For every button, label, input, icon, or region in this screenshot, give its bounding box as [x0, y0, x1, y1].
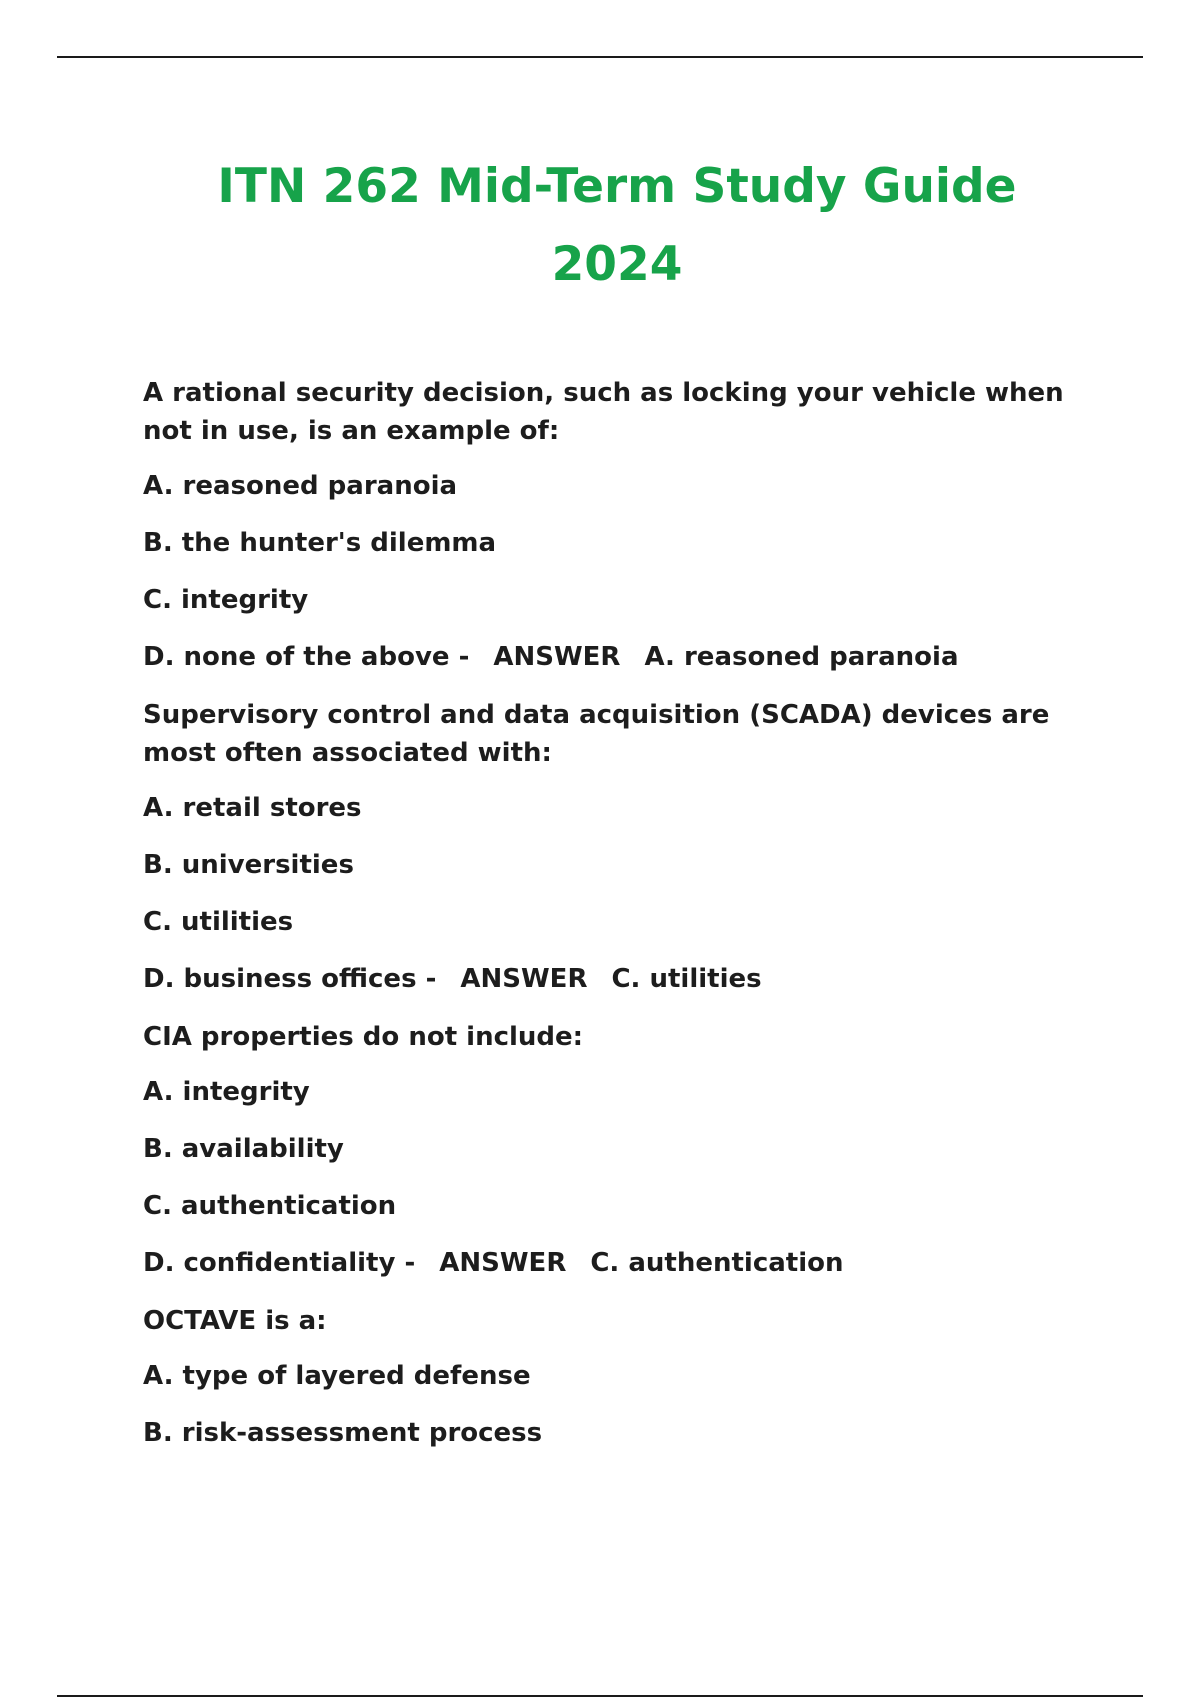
question-prompt: CIA properties do not include: — [143, 1022, 584, 1052]
answer-label: ANSWER — [493, 642, 621, 672]
option-c: C. authentication — [143, 1191, 397, 1221]
option-b: B. availability — [143, 1134, 344, 1164]
answer-label: ANSWER — [439, 1248, 567, 1278]
option-b: B. universities — [143, 850, 354, 880]
option-b: B. the hunter's dilemma — [143, 528, 497, 558]
option-a: A. reasoned paranoia — [143, 471, 458, 501]
answer-text: C. authentication — [590, 1248, 844, 1278]
option-d-with-answer — [143, 639, 1103, 676]
answer-label: ANSWER — [460, 964, 588, 994]
option-b: B. risk-assessment process — [143, 1418, 543, 1448]
bottom-rule — [57, 1695, 1143, 1697]
option-d-with-answer — [143, 1245, 1103, 1282]
top-rule — [57, 56, 1143, 58]
question-prompt: OCTAVE is a: — [143, 1306, 327, 1336]
answer-text: A. reasoned paranoia — [644, 642, 959, 672]
question-prompt: A rational security decision, such as locking your vehicle when not in use, is an example of: — [143, 378, 1064, 446]
option-c: C. integrity — [143, 585, 309, 615]
question-list — [143, 374, 1103, 1472]
option-d: D. none of the above - — [143, 642, 470, 672]
question-prompt: Supervisory control and data acquisition (SCADA) devices are most often associated with: — [143, 700, 1050, 768]
answer-text: C. utilities — [611, 964, 762, 994]
option-d-with-answer — [143, 961, 1103, 998]
option-a: A. retail stores — [143, 793, 362, 823]
option-a: A. type of layered defense — [143, 1361, 531, 1391]
option-a: A. integrity — [143, 1077, 310, 1107]
option-c: C. utilities — [143, 907, 294, 937]
title-line-1: ITN 262 Mid-Term Study Guide — [217, 159, 1017, 214]
option-d: D. business offices - — [143, 964, 437, 994]
title-line-2: 2024 — [551, 237, 683, 292]
option-d: D. confidentiality - — [143, 1248, 416, 1278]
document-title — [0, 148, 1200, 304]
